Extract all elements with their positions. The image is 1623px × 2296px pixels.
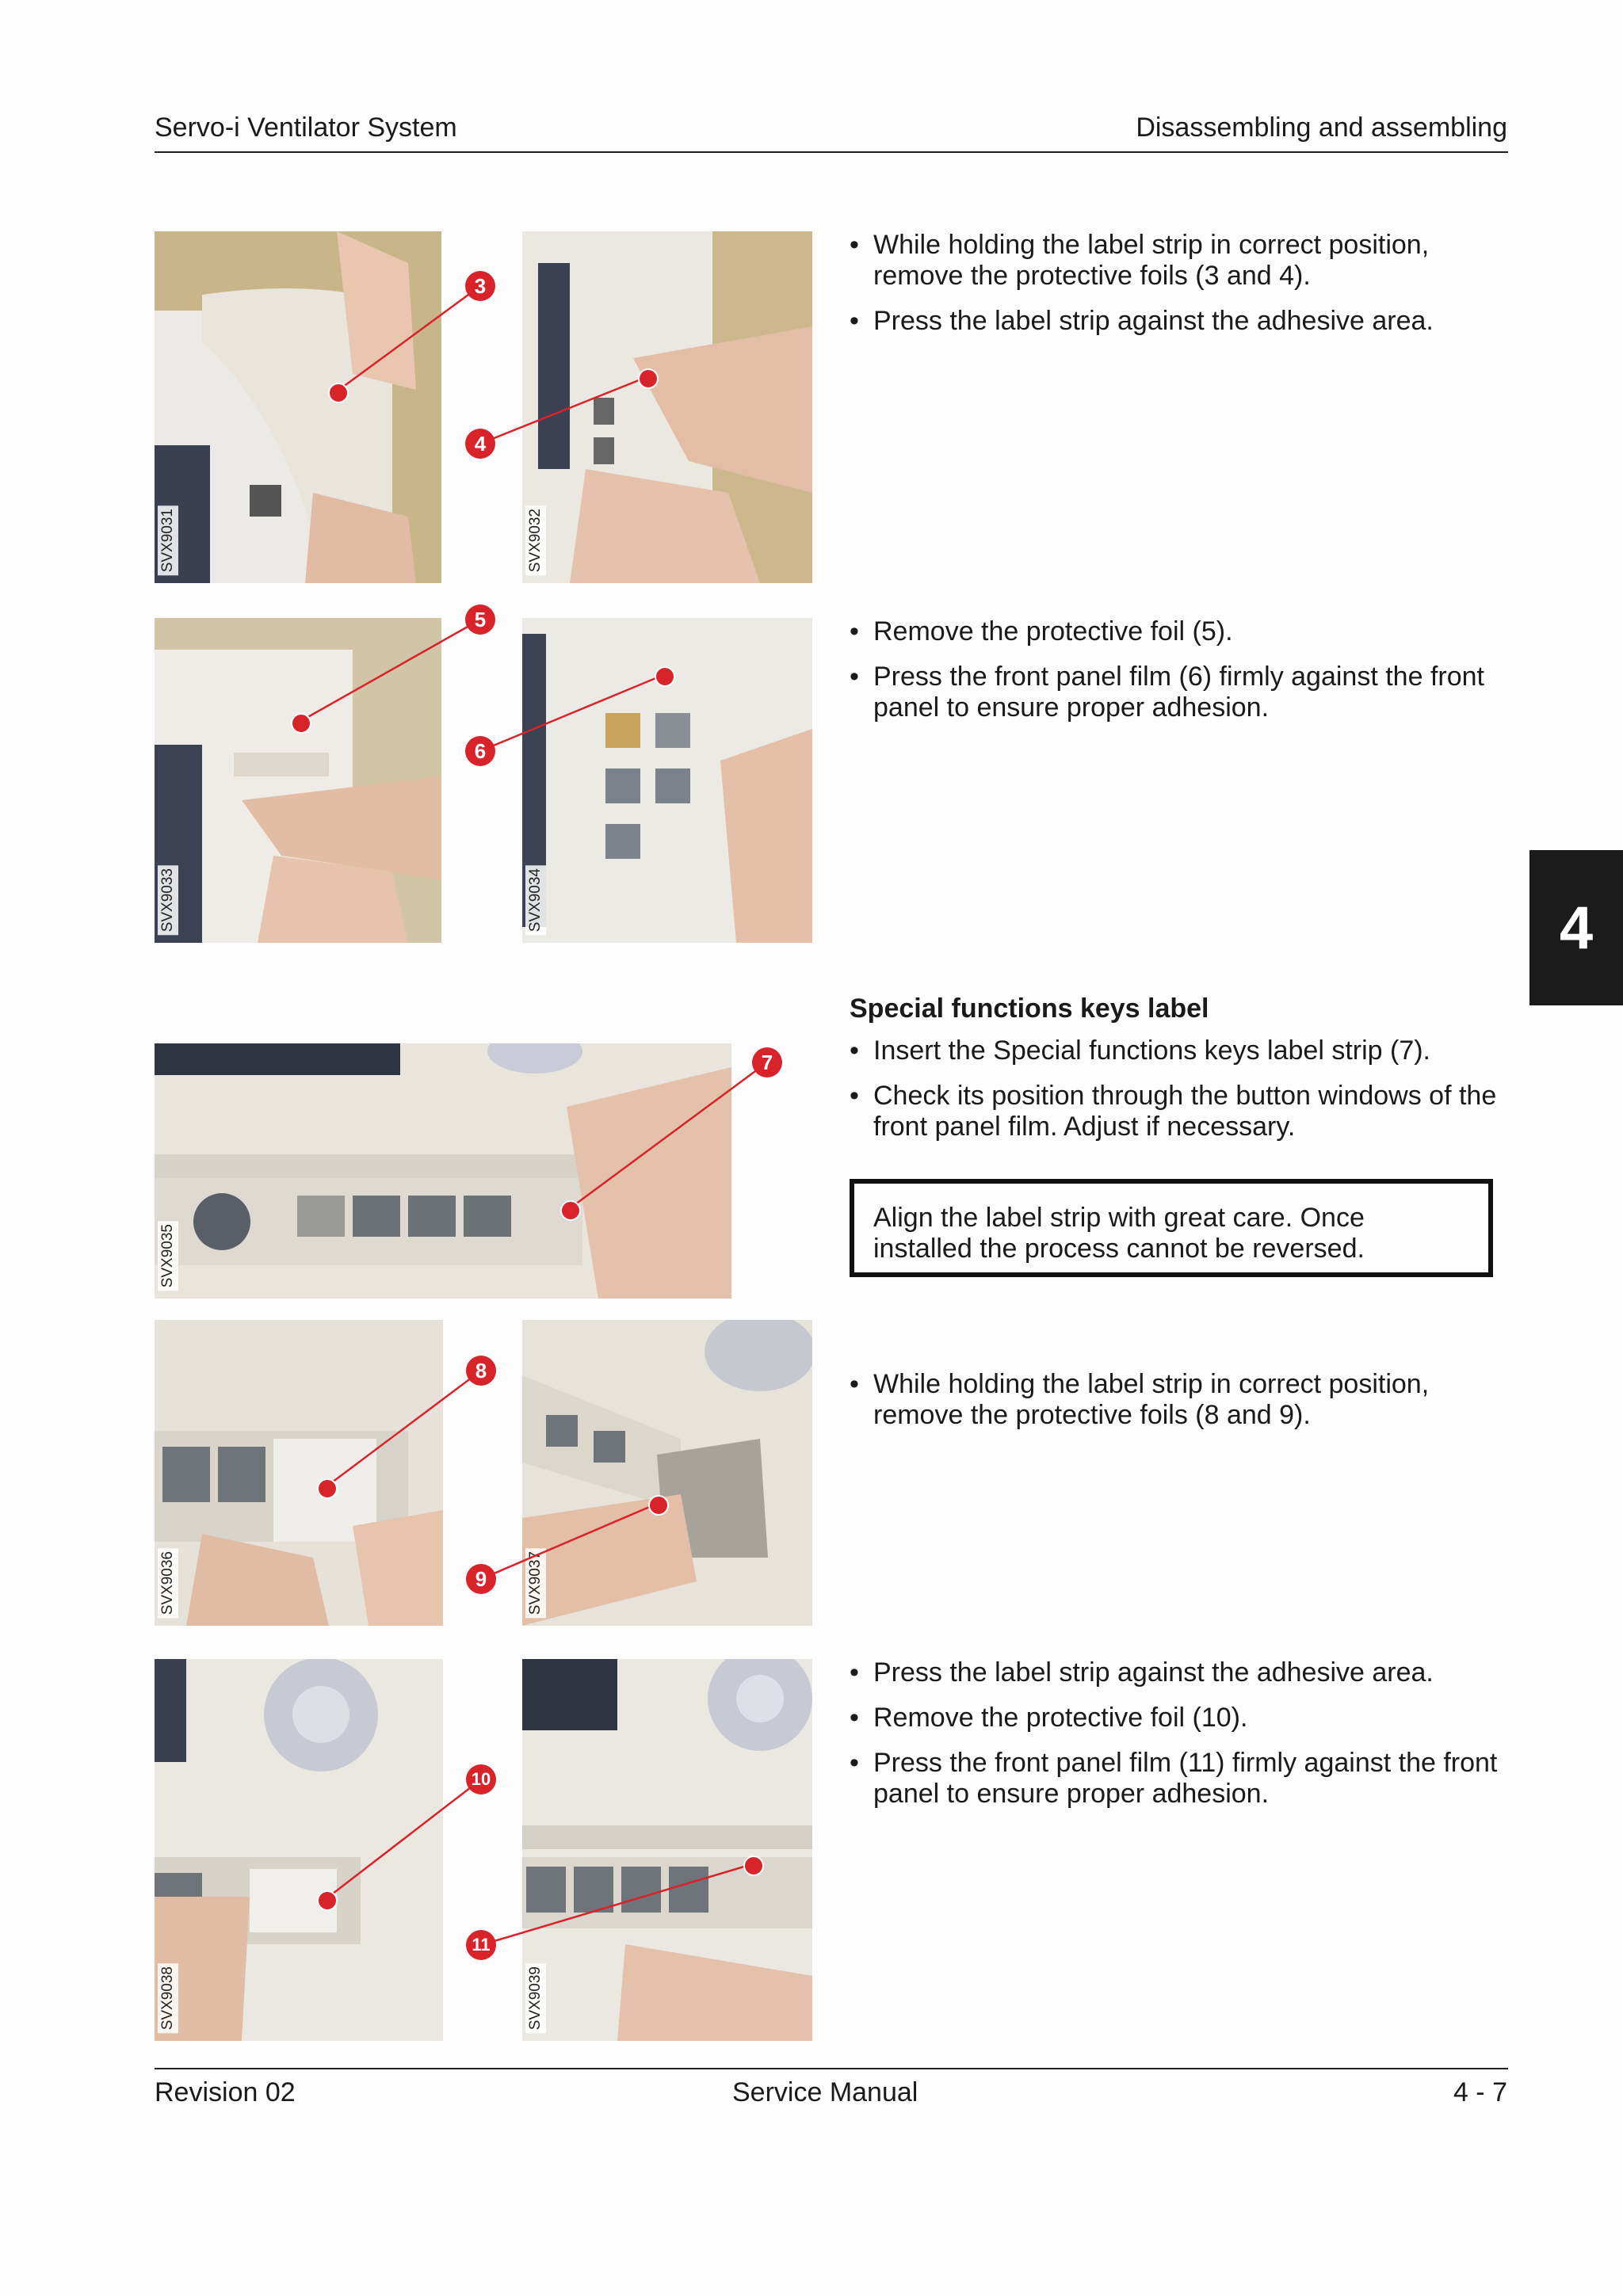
photo-code: SVX9034 [525,865,546,935]
photo-code: SVX9037 [525,1548,546,1618]
callout-marker-3: 3 [465,271,495,301]
callout-target-6 [655,666,675,687]
instruction-block-3 [850,994,1515,1157]
instruction-bullet: • Press the front panel film (6) firmly against the front panel to ensure proper adhesion. [850,662,1515,723]
callout-marker-9: 9 [466,1564,496,1594]
callout-marker-5: 5 [465,605,495,635]
photo-code: SVX9032 [525,505,546,575]
callout-marker-7: 7 [752,1047,782,1077]
photo-illustration [522,1659,812,2041]
photo-press-front-panel-11 [522,1659,812,2041]
photo-remove-foil-3 [155,231,441,583]
photo-illustration [522,231,812,583]
instruction-block-2 [850,616,1515,738]
callout-marker-10: 10 [466,1764,496,1794]
photo-code: SVX9038 [158,1963,178,2033]
running-header-title: Servo-i Ventilator System [155,113,457,143]
header-rule [155,151,1508,153]
callout-target-8 [317,1478,338,1499]
instruction-bullet: • Press the label strip against the adhesive area. [850,306,1515,337]
instruction-block-4 [850,1369,1515,1445]
callout-target-9 [648,1495,669,1516]
callout-target-4 [638,368,659,389]
instruction-block-5 [850,1657,1515,1824]
chapter-tab: 4 [1529,850,1623,1005]
instruction-bullet: • While holding the label strip in correct position, remove the protective foils (3 and 4). [850,230,1515,292]
caution-note: Align the label strip with great care. Once installed the process cannot be reversed. [850,1179,1493,1277]
photo-remove-foil-9 [522,1320,812,1626]
running-header-section: Disassembling and assembling [1136,113,1507,143]
instruction-bullet: • Press the front panel film (11) firmly against the front panel to ensure proper adhesion. [850,1748,1515,1810]
photo-code: SVX9035 [158,1221,178,1291]
photo-remove-foil-8 [155,1320,443,1626]
photo-illustration [155,1659,443,2041]
photo-code: SVX9039 [525,1963,546,2033]
photo-code: SVX9033 [158,865,178,935]
callout-target-10 [317,1890,338,1911]
instruction-block-1 [850,230,1515,351]
instruction-bullet: • Insert the Special functions keys label strip (7). [850,1035,1515,1066]
instruction-bullet: • Remove the protective foil (5). [850,616,1515,647]
photo-remove-foil-10 [155,1659,443,2041]
callout-target-5 [291,713,311,734]
callout-marker-11: 11 [466,1930,496,1960]
callout-marker-4: 4 [465,429,495,459]
photo-illustration [155,1043,731,1299]
instruction-bullet: • Remove the protective foil (10). [850,1703,1515,1733]
callout-target-3 [328,383,349,403]
photo-insert-label-strip-7 [155,1043,731,1299]
footer-rule [155,2068,1508,2069]
page-number: 4 - 7 [1453,2077,1507,2107]
callout-target-11 [743,1855,764,1876]
photo-remove-foil-5 [155,618,441,943]
instruction-bullet: • Press the label strip against the adhesive area. [850,1657,1515,1688]
footer-revision: Revision 02 [155,2077,296,2107]
footer-document-title: Service Manual [732,2077,918,2107]
photo-illustration [155,1320,443,1626]
photo-illustration [155,231,441,583]
photo-illustration [522,1320,812,1626]
callout-marker-6: 6 [465,736,495,766]
callout-marker-8: 8 [466,1356,496,1386]
photo-code: SVX9036 [158,1548,178,1618]
photo-illustration [155,618,441,943]
section-title: Special functions keys label [850,994,1209,1024]
callout-target-7 [560,1200,581,1221]
photo-remove-foil-4 [522,231,812,583]
instruction-bullet: • Check its position through the button windows of the front panel film. Adjust if necessary. [850,1081,1515,1142]
photo-code: SVX9031 [158,505,178,575]
instruction-bullet: • While holding the label strip in correct position, remove the protective foils (8 and 9). [850,1369,1515,1431]
